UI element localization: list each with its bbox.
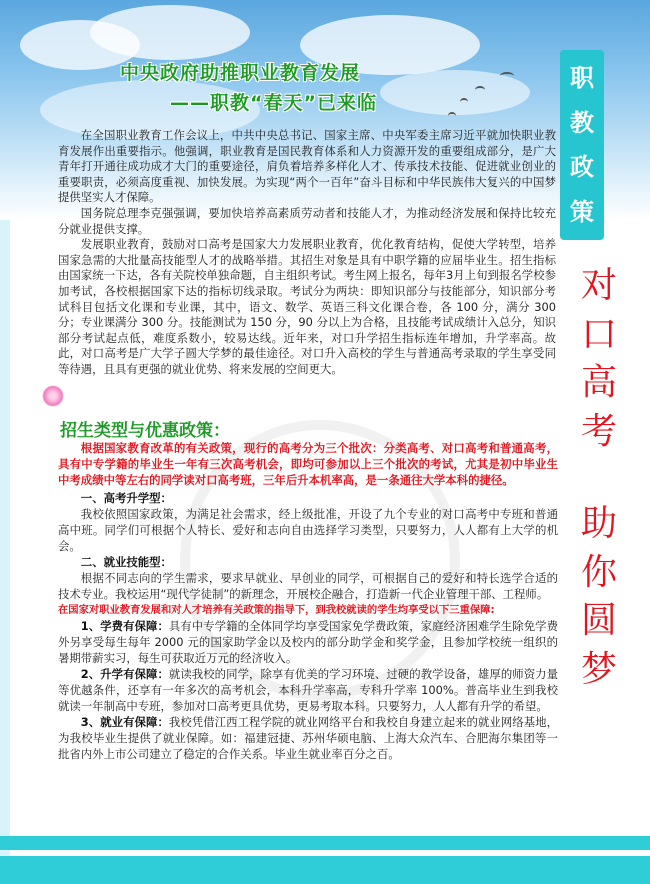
policy-section xyxy=(58,440,558,762)
tag-char: 策 xyxy=(570,197,594,226)
guarantee-3-heading: 3、就业有保障： xyxy=(80,715,169,729)
guarantee-3-text: 我校凭借江西工程学院的就业网络平台和我校自身建立起来的就业网络基地，为我校毕业生提供了就业保障。如：福建冠捷、苏州华硕电脑、上海大众汽车、合肥海尔集团等一批省内外上市公司建立了稳定的合作关系。毕业生就业率百分之百。 xyxy=(58,715,558,761)
slogan-char: 口 xyxy=(580,313,617,355)
slogan-char: 高 xyxy=(580,362,617,404)
title-line-2: ——职教“春天”已来临 xyxy=(170,92,377,114)
type1-text: 我校依照国家政策，为满足社会需求，经上级批准，开设了九个专业的对口高考中专班和普通高中班。同学们可根据个人特长、爱好和志向自由选择学习类型，只要努力，人人都有上大学的机会。 xyxy=(58,507,558,553)
type1-heading: 一、高考升学型： xyxy=(80,491,172,505)
intro-paragraph: 在全国职业教育工作会议上，中共中央总书记、国家主席、中央军委主席习近平就加快职业教育发展作出重要指示。他强调，职业教育是国民教育体系和人力资源开发的重要组成部分，是广大青年打开通往成功成才大门的重要途径，肩负着培养多样化人才、传承技术技能、促进就业创业的重要职责，必须高度重视、加快发展。为实现“两个一百年”奋斗目标和中华民族伟大复兴的中国梦提供坚实人才保障。 xyxy=(58,128,556,205)
policy-red-paragraph: 根据国家教育改革的有关政策，现行的高考分为三个批次：分类高考、对口高考和普通高考，具有中专学籍的毕业生一年有三次高考机会，即均可参加以上三个批次的考试，尤其是初中毕业生中考成绩中等左右的同学读对口高考班，三年后升本机率高，是一条通往大学本科的捷径。 xyxy=(58,441,558,487)
tag-char: 教 xyxy=(570,108,594,137)
type2-heading: 二、就业技能型： xyxy=(80,555,172,569)
guarantee-intro: 在国家对职业教育发展和对人才培养有关政策的指导下，到我校就读的学生均享受以下三重保障: xyxy=(58,604,495,616)
slogan-char: 助 xyxy=(580,503,617,544)
slogan-char: 你 xyxy=(580,551,617,593)
policy-tag xyxy=(560,50,604,240)
guarantee-1-text: 具有中专学籍的全体同学均享受国家免学费政策，家庭经济困难学生除免学费外另享受每生每年 2000 元的国家助学金以及校内的部分助学金和奖学金，且参加学校统一组织的暑期带薪实习，每生可获取近万元的经济收入。 xyxy=(58,619,558,665)
bird-icon xyxy=(500,72,514,80)
bird-icon xyxy=(460,98,468,106)
slogan-top xyxy=(575,262,623,456)
type2-text: 根据不同志向的学生需求，要求早就业、早创业的同学，可根据自己的爱好和特长选学合适的技术专业。我校运用“现代学徒制”的新理念，开展校企融合，打造新一代企业管理干部、工程师。 xyxy=(58,571,558,601)
footer-band xyxy=(0,856,650,884)
slogan-char: 对 xyxy=(580,265,617,306)
tag-char: 职 xyxy=(570,64,594,93)
section-heading: 招生类型与优惠政策： xyxy=(60,421,230,441)
guarantee-1-heading: 1、学费有保障： xyxy=(80,619,169,633)
cloud-decor xyxy=(90,5,250,60)
guarantee-2-heading: 2、升学有保障： xyxy=(80,667,169,681)
guarantee-2-text: 就读我校的同学，除享有优美的学习环境、过硬的教学设备，雄厚的师资力量等优越条件，还享有一年多次的高考机会，本科升学率高，专科升学率 100%。普高毕业生到我校就读一年制高中专班，参加对口高考更具优势，更易考取本科。只要努力，人人都有升学的希望。 xyxy=(58,667,558,713)
slogan-char: 考 xyxy=(580,410,617,452)
slogan-char: 圆 xyxy=(580,600,617,642)
bird-icon xyxy=(448,112,456,120)
intro-paragraph: 国务院总理李克强强调，要加快培养高素质劳动者和技能人才，为推动经济发展和保持比较充分就业提供支撑。 xyxy=(58,205,556,236)
intro-text xyxy=(58,128,556,378)
footer-band xyxy=(0,836,650,850)
slogan-char: 梦 xyxy=(580,648,617,690)
flower-decor-icon xyxy=(42,385,64,407)
bird-icon xyxy=(475,86,485,94)
slogan-bottom xyxy=(575,500,623,694)
intro-paragraph: 发展职业教育，鼓励对口高考是国家大力发展职业教育，优化教育结构，促使大学转型，培养国家急需的大批量高技能型人才的战略举措。其招生对象是具有中职学籍的应届毕业生。招生指标由国家统一下达，各有关院校单独命题，自主组织考试。考生网上报名，每年3月上旬到报名学校参加考试，各校根据国家下达的指标切线录取。考试分为两块：即知识部分与技能部分，知识部分考试科目包括文化课和专业课，其中，语文、数学、英语三科文化课合卷，各 100 分，满分 300 分；专业课满分 300 分。技能测试为 150 分，90 分以上为合格，且技能考试成绩计入总分，知识部分考试起点低，难度系数小，较易达线。近年来，对口升学招生指标连年增加，升学率高。故此，对口高考是广大学子圆大学梦的最佳途径。对口升入高校的学生与普通高考录取的学生享受同等待遇，且具有更强的就业优势、将来发展的空间更大。 xyxy=(58,237,556,376)
title-line-1: 中央政府助推职业教育发展 xyxy=(120,62,361,84)
tag-char: 政 xyxy=(570,153,594,182)
